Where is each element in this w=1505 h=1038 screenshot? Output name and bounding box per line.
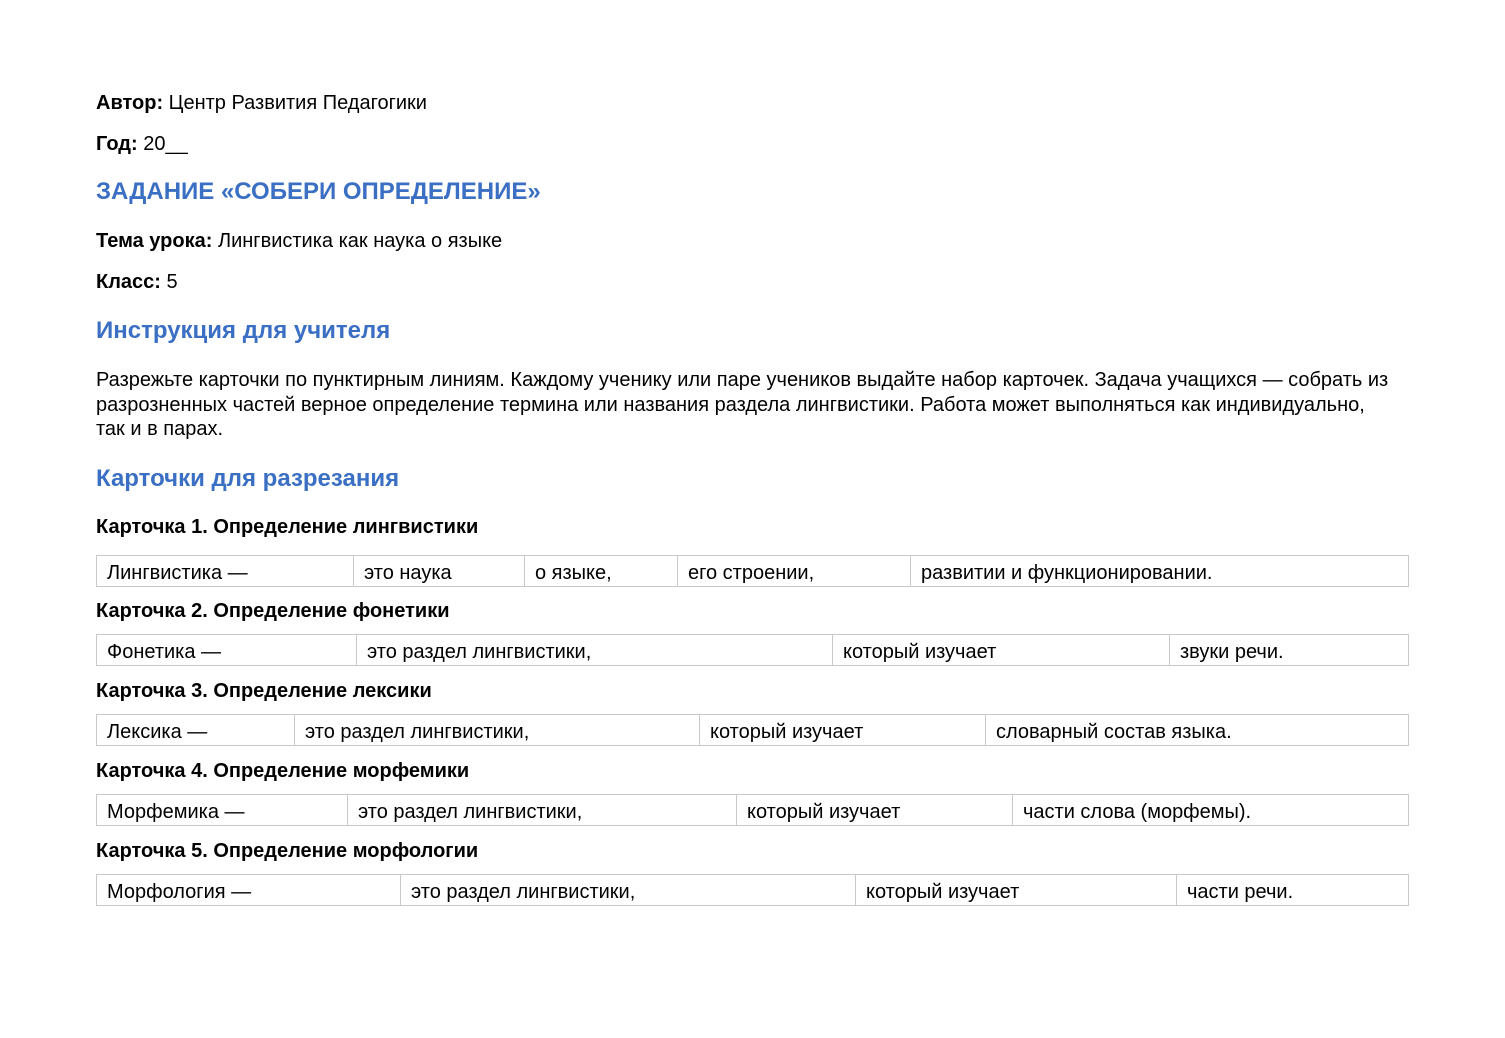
instructions-heading: Инструкция для учителя xyxy=(96,317,391,344)
class-label: Класс: xyxy=(96,271,161,293)
card-part: части речи. xyxy=(1187,881,1294,903)
author-line xyxy=(96,91,427,115)
card-part: звуки речи. xyxy=(1180,641,1284,663)
year-line xyxy=(96,132,188,156)
class-line xyxy=(96,270,178,294)
card-part: части слова (морфемы). xyxy=(1023,801,1252,823)
card-part: это раздел лингвистики, xyxy=(295,715,700,745)
card-row xyxy=(96,555,1409,587)
card-part: который изучает xyxy=(737,795,1013,825)
card-row xyxy=(96,874,1409,906)
card-part: это раздел лингвистики, xyxy=(348,795,737,825)
card-part: это раздел лингвистики, xyxy=(401,875,856,905)
card-part: его строении, xyxy=(678,556,911,586)
card-title: Карточка 4. Определение морфемики xyxy=(96,760,470,782)
card-part: Морфемика — xyxy=(97,795,348,825)
card-row xyxy=(96,794,1409,826)
author-value: Центр Развития Педагогики xyxy=(168,92,427,114)
card-part: словарный состав языка. xyxy=(996,721,1232,743)
topic-value: Лингвистика как наука о языке xyxy=(217,230,503,252)
card-part: это наука xyxy=(354,556,525,586)
card-title: Карточка 3. Определение лексики xyxy=(96,680,432,702)
year-value: 20__ xyxy=(143,133,188,155)
year-label: Год: xyxy=(96,133,138,155)
topic-label: Тема урока: xyxy=(96,230,213,252)
card-row xyxy=(96,714,1409,746)
card-part: Морфология — xyxy=(97,875,401,905)
card-part: это раздел лингвистики, xyxy=(357,635,833,665)
card-part: о языке, xyxy=(525,556,678,586)
card-row xyxy=(96,634,1409,666)
topic-line xyxy=(96,229,502,253)
cards-heading: Карточки для разрезания xyxy=(96,465,400,492)
card-title: Карточка 1. Определение лингвистики xyxy=(96,516,479,538)
card-title: Карточка 2. Определение фонетики xyxy=(96,600,450,622)
card-part: который изучает xyxy=(833,635,1170,665)
card-part: Лексика — xyxy=(97,715,295,745)
card-part: Лингвистика — xyxy=(97,556,354,586)
author-label: Автор: xyxy=(96,92,164,114)
card-part: который изучает xyxy=(856,875,1177,905)
card-part: Фонетика — xyxy=(97,635,357,665)
instructions-text: Разрежьте карточки по пунктирным линиям. Каждому ученику или паре учеников выдайте набор карточек. Задача учащихся — собрать из разрозненных частей верное определение термина или названия раздела лингвистики. Работа может выполняться как индивидуально, так и в парах. xyxy=(96,369,1389,440)
class-value: 5 xyxy=(166,271,178,293)
card-part: развитии и функционировании. xyxy=(921,562,1213,584)
task-title: ЗАДАНИЕ «СОБЕРИ ОПРЕДЕЛЕНИЕ» xyxy=(96,178,541,205)
card-part: который изучает xyxy=(700,715,986,745)
card-title: Карточка 5. Определение морфологии xyxy=(96,840,479,862)
